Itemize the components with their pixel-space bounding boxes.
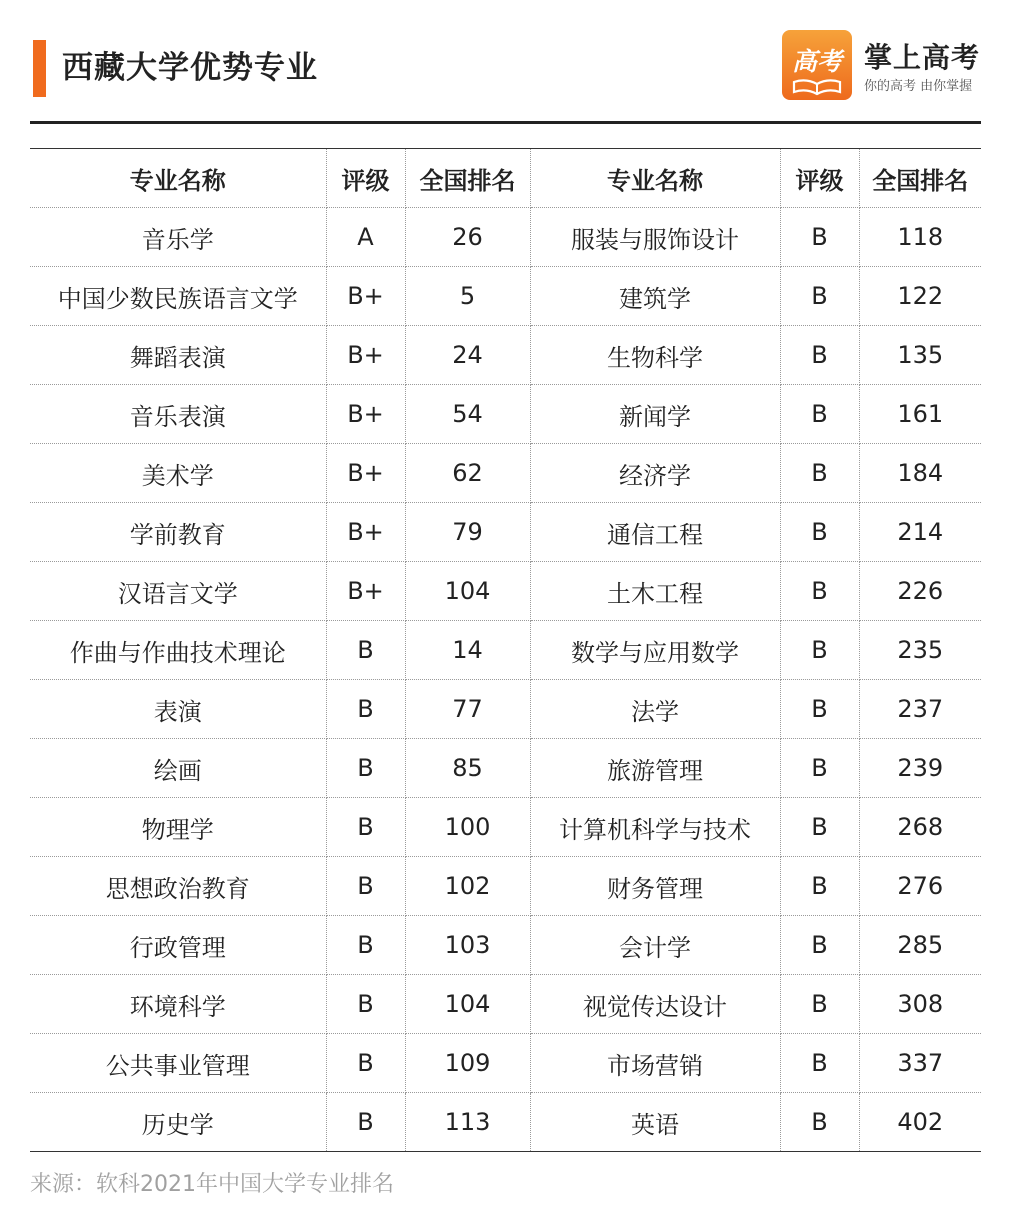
national-rank: 85 bbox=[405, 739, 530, 798]
national-rank: 102 bbox=[405, 857, 530, 916]
major-name: 视觉传达设计 bbox=[530, 975, 780, 1034]
national-rank: 402 bbox=[897, 1108, 944, 1136]
grade: B bbox=[326, 975, 405, 1034]
major-name: 美术学 bbox=[30, 444, 326, 503]
table-row bbox=[30, 975, 981, 1034]
major-name: 英语 bbox=[530, 1093, 780, 1152]
major-name: 建筑学 bbox=[530, 267, 780, 326]
major-name: 生物科学 bbox=[530, 326, 780, 385]
major-name: 思想政治教育 bbox=[30, 857, 326, 916]
major-name: 通信工程 bbox=[530, 503, 780, 562]
grade: B bbox=[326, 1093, 405, 1152]
gaokao-book-logo-icon bbox=[782, 30, 852, 100]
table-row bbox=[30, 798, 981, 857]
source-note: 来源：软科2021年中国大学专业排名 bbox=[30, 1172, 394, 1197]
grade: B bbox=[780, 739, 859, 798]
grade: A bbox=[326, 208, 405, 267]
national-rank: 276 bbox=[859, 857, 981, 916]
major-name: 经济学 bbox=[530, 444, 780, 503]
major-name: 旅游管理 bbox=[530, 739, 780, 798]
grade: B bbox=[780, 798, 859, 857]
grade: B+ bbox=[326, 385, 405, 444]
grade: B bbox=[326, 621, 405, 680]
national-rank: 104 bbox=[405, 562, 530, 621]
table-row bbox=[30, 208, 981, 267]
table-row bbox=[30, 857, 981, 916]
title-accent-bar bbox=[33, 40, 46, 97]
major-name: 财务管理 bbox=[530, 857, 780, 916]
majors-table bbox=[30, 148, 981, 1152]
table-row bbox=[30, 444, 981, 503]
grade: B bbox=[780, 326, 859, 385]
table-row bbox=[30, 562, 981, 621]
grade: B bbox=[780, 621, 859, 680]
grade: B bbox=[780, 503, 859, 562]
major-name: 环境科学 bbox=[30, 975, 326, 1034]
grade: B+ bbox=[326, 267, 405, 326]
national-rank: 118 bbox=[859, 208, 981, 267]
grade: B+ bbox=[326, 562, 405, 621]
table-row bbox=[30, 680, 981, 739]
grade: B bbox=[326, 680, 405, 739]
grade: B bbox=[780, 1034, 859, 1093]
brand-name: 掌上高考 bbox=[864, 41, 981, 74]
major-name-header: 专业名称 bbox=[530, 149, 780, 208]
major-name: 服装与服饰设计 bbox=[530, 208, 780, 267]
national-rank: 14 bbox=[405, 621, 530, 680]
national-rank: 285 bbox=[859, 916, 981, 975]
major-name-header: 专业名称 bbox=[30, 149, 326, 208]
major-name: 作曲与作曲技术理论 bbox=[30, 621, 326, 680]
grade: B bbox=[780, 385, 859, 444]
table-row bbox=[30, 326, 981, 385]
national-rank-header: 全国排名 bbox=[859, 149, 981, 208]
national-rank: 135 bbox=[859, 326, 981, 385]
brand-slogan: 你的高考 由你掌握 bbox=[864, 79, 973, 94]
major-name: 数学与应用数学 bbox=[530, 621, 780, 680]
grade-header: 评级 bbox=[326, 149, 405, 208]
grade: B bbox=[326, 739, 405, 798]
major-name: 表演 bbox=[30, 680, 326, 739]
national-rank: 337 bbox=[859, 1034, 981, 1093]
grade: B bbox=[780, 680, 859, 739]
national-rank: 26 bbox=[405, 208, 530, 267]
national-rank: 24 bbox=[405, 326, 530, 385]
major-name: 公共事业管理 bbox=[30, 1034, 326, 1093]
national-rank: 100 bbox=[405, 798, 530, 857]
logo-glyph: 高考 bbox=[791, 47, 842, 76]
national-rank: 226 bbox=[859, 562, 981, 621]
national-rank: 103 bbox=[405, 916, 530, 975]
table-row bbox=[30, 739, 981, 798]
national-rank-header: 全国排名 bbox=[405, 149, 530, 208]
grade: B bbox=[326, 1034, 405, 1093]
grade: B bbox=[780, 267, 859, 326]
grade: B bbox=[780, 975, 859, 1034]
national-rank: 235 bbox=[859, 621, 981, 680]
major-name: 音乐表演 bbox=[30, 385, 326, 444]
grade: B bbox=[780, 857, 859, 916]
national-rank: 237 bbox=[859, 680, 981, 739]
grade: B bbox=[326, 857, 405, 916]
national-rank: 268 bbox=[859, 798, 981, 857]
grade-header: 评级 bbox=[780, 149, 859, 208]
major-name: 汉语言文学 bbox=[30, 562, 326, 621]
major-name: 法学 bbox=[530, 680, 780, 739]
table-row bbox=[30, 503, 981, 562]
grade: B bbox=[326, 916, 405, 975]
national-rank: 54 bbox=[405, 385, 530, 444]
header-divider bbox=[30, 121, 981, 124]
major-name: 市场营销 bbox=[530, 1034, 780, 1093]
open-book-icon bbox=[792, 78, 842, 96]
grade: B+ bbox=[326, 444, 405, 503]
national-rank: 214 bbox=[859, 503, 981, 562]
grade: B+ bbox=[326, 326, 405, 385]
national-rank: 184 bbox=[859, 444, 981, 503]
grade: B bbox=[780, 916, 859, 975]
table-row bbox=[30, 1034, 981, 1093]
national-rank: 239 bbox=[859, 739, 981, 798]
grade: B bbox=[780, 444, 859, 503]
national-rank: 109 bbox=[405, 1034, 530, 1093]
major-name: 学前教育 bbox=[30, 503, 326, 562]
grade: B bbox=[326, 798, 405, 857]
major-name: 土木工程 bbox=[530, 562, 780, 621]
table-header-row bbox=[30, 149, 981, 208]
national-rank: 5 bbox=[405, 267, 530, 326]
major-name: 计算机科学与技术 bbox=[530, 798, 780, 857]
table-row bbox=[30, 1093, 981, 1152]
major-name: 会计学 bbox=[530, 916, 780, 975]
grade: B bbox=[780, 208, 859, 267]
national-rank: 161 bbox=[859, 385, 981, 444]
table-row bbox=[30, 621, 981, 680]
table-row bbox=[30, 385, 981, 444]
grade: B bbox=[780, 562, 859, 621]
national-rank: 113 bbox=[405, 1093, 530, 1152]
table-row bbox=[30, 916, 981, 975]
major-name: 历史学 bbox=[30, 1093, 326, 1152]
major-name: 舞蹈表演 bbox=[30, 326, 326, 385]
national-rank: 104 bbox=[405, 975, 530, 1034]
table-row bbox=[30, 267, 981, 326]
national-rank: 77 bbox=[405, 680, 530, 739]
major-name: 行政管理 bbox=[30, 916, 326, 975]
major-name: 中国少数民族语言文学 bbox=[30, 267, 326, 326]
national-rank: 62 bbox=[405, 444, 530, 503]
major-name: 物理学 bbox=[30, 798, 326, 857]
page-title: 西藏大学优势专业 bbox=[62, 50, 318, 86]
major-name: 绘画 bbox=[30, 739, 326, 798]
national-rank: 122 bbox=[859, 267, 981, 326]
national-rank: 308 bbox=[859, 975, 981, 1034]
major-name: 音乐学 bbox=[30, 208, 326, 267]
brand-logo bbox=[782, 30, 982, 100]
grade: B bbox=[780, 1093, 859, 1152]
grade: B+ bbox=[326, 503, 405, 562]
national-rank: 79 bbox=[405, 503, 530, 562]
major-name: 新闻学 bbox=[530, 385, 780, 444]
